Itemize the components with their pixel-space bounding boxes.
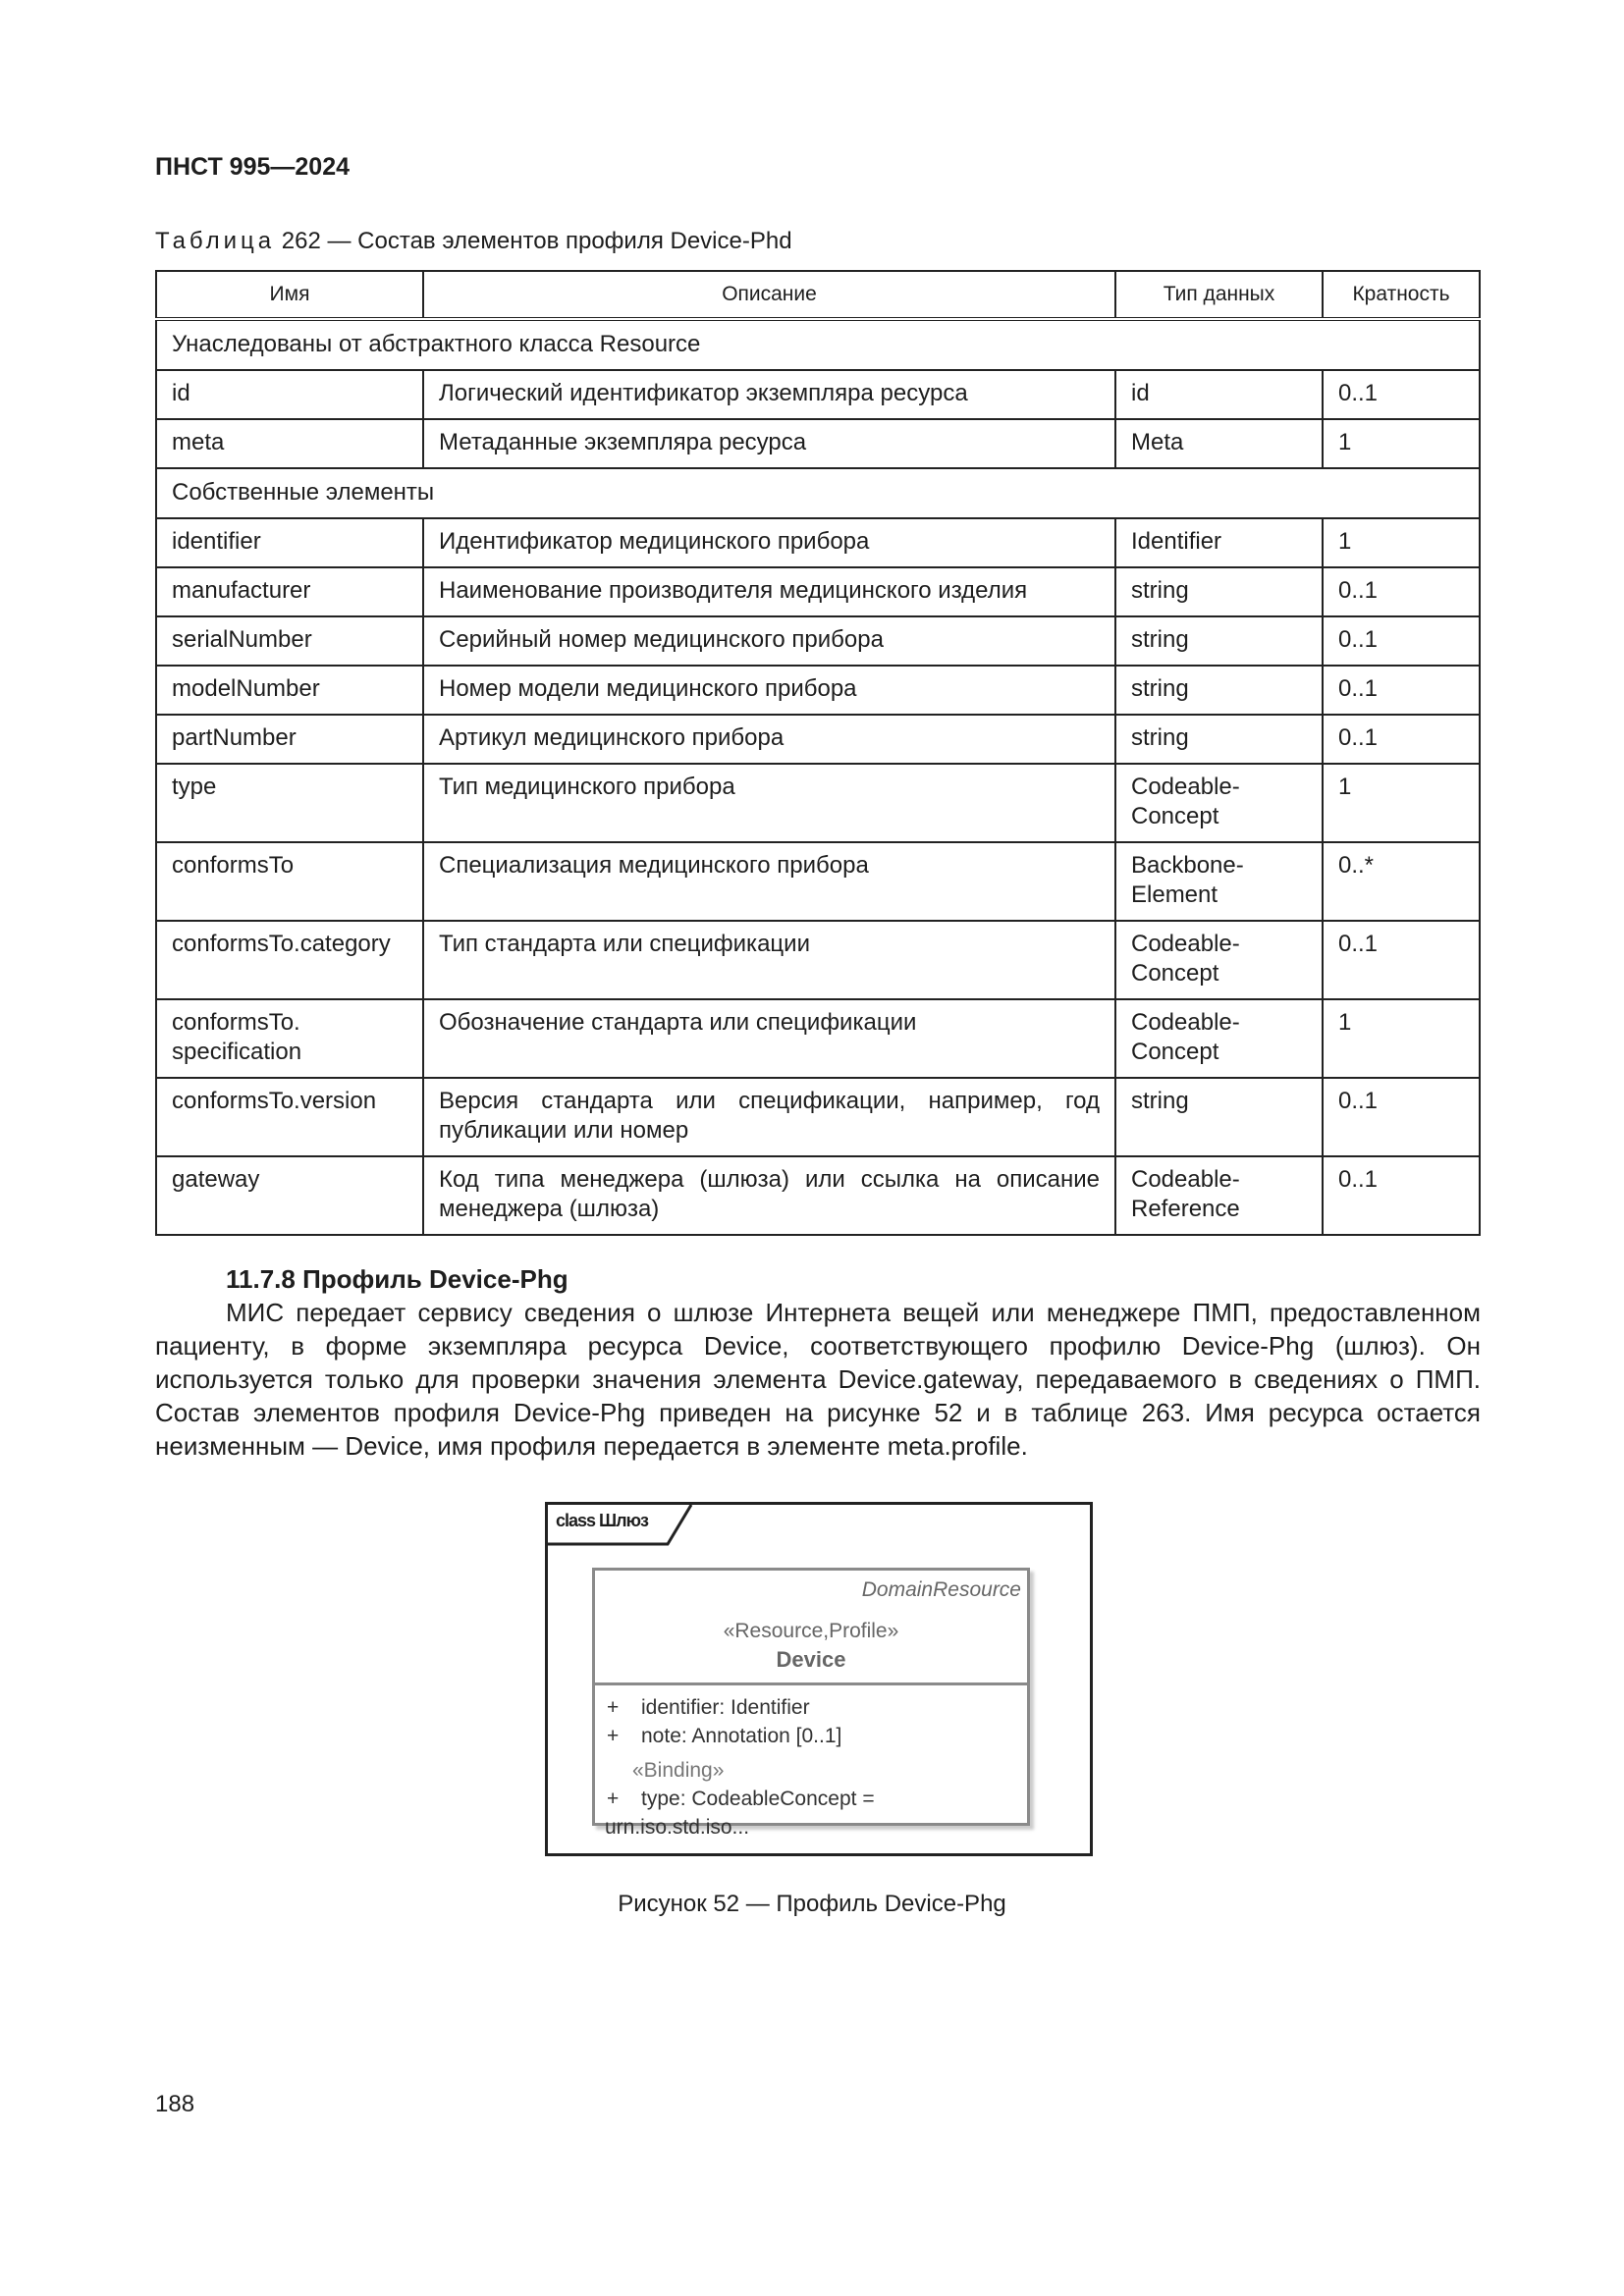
cell-cardinality: 1 [1323,764,1480,842]
column-header: Описание [423,271,1115,319]
cell-type: id [1115,370,1323,419]
cell-cardinality: 1 [1323,419,1480,468]
table-row [156,518,1480,567]
table-row [156,715,1480,764]
document-header: ПНСТ 995—2024 [155,153,350,181]
cell-description: Наименование производителя медицинского изделия [423,567,1115,616]
class-name: Device [776,1647,846,1672]
figure-caption: Рисунок 52 — Профиль Device-Phg [618,1891,1006,1917]
device-class-box [592,1568,1030,1839]
cell-cardinality: 1 [1323,518,1480,567]
cell-type: string [1115,666,1323,715]
group-label: Собственные элементы [156,468,1480,518]
cell-type: Codeable-Concept [1115,921,1323,999]
cell-name: manufacturer [156,567,423,616]
cell-name: conformsTo.version [156,1078,423,1156]
cell-description: Идентификатор медицинского прибора [423,518,1115,567]
elements-table [155,270,1481,1236]
cell-cardinality: 0..* [1323,842,1480,921]
table-row [156,419,1480,468]
cell-cardinality: 0..1 [1323,921,1480,999]
visibility: + [607,1696,620,1719]
table-row [156,764,1480,842]
table-row [156,842,1480,921]
cell-name: conformsTo. specification [156,999,423,1078]
attribute-text: identifier: Identifier [641,1696,810,1719]
column-header: Кратность [1323,271,1480,319]
section-paragraph: МИС передает сервису сведения о шлюзе Интернета вещей или менеджере ПМП, предоставленном пациенту, в форме экземпляра ресурса Device, соответствующего профилю Device-Phg (шлюз). Он используется только для проверки значения элемента Device.gateway, передаваемого в сведениях о ПМП. Состав элементов профиля Device-Phg приведен на рисунке 52 и в таблице 263. Имя ресурса остается неизменным — Device, имя профиля передается в элементе meta.profile. [155,1298,1481,1461]
table-row [156,567,1480,616]
cell-name: meta [156,419,423,468]
class-attributes [595,1685,1027,1849]
table-caption-label: Таблица [155,228,276,254]
uml-class-diagram [545,1502,1093,1856]
cell-name: modelNumber [156,666,423,715]
cell-description: Специализация медицинского прибора [423,842,1115,921]
attribute-text: type: CodeableConcept = urn.iso.std.iso... [605,1788,875,1839]
cell-cardinality: 1 [1323,999,1480,1078]
cell-type: Codeable-Concept [1115,764,1323,842]
cell-name: partNumber [156,715,423,764]
table-caption-text: 262 — Состав элементов профиля Device-Phd [281,228,792,254]
column-header: Имя [156,271,423,319]
cell-description: Серийный номер медицинского прибора [423,616,1115,666]
table-header-row [156,271,1480,319]
stereotype: «Resource,Profile» [723,1620,899,1642]
visibility: + [607,1788,620,1810]
group-label: Унаследованы от абстрактного класса Resource [156,319,1480,370]
cell-cardinality: 0..1 [1323,1078,1480,1156]
cell-name: id [156,370,423,419]
table-row [156,1078,1480,1156]
cell-type: string [1115,715,1323,764]
group-row [156,468,1480,518]
cell-description: Номер модели медицинского прибора [423,666,1115,715]
cell-name: gateway [156,1156,423,1235]
attribute-text: note: Annotation [0..1] [641,1725,842,1747]
table-row [156,616,1480,666]
attribute [605,1693,1017,1722]
visibility: + [607,1725,620,1747]
table-row [156,370,1480,419]
cell-description: Логический идентификатор экземпляра ресурса [423,370,1115,419]
group-row [156,319,1480,370]
cell-cardinality: 0..1 [1323,616,1480,666]
cell-cardinality: 0..1 [1323,666,1480,715]
table-caption [155,228,792,255]
cell-type: Meta [1115,419,1323,468]
class-header [595,1571,1027,1685]
table-row [156,666,1480,715]
cell-description: Тип стандарта или спецификации [423,921,1115,999]
attribute [605,1722,1017,1750]
frame-label: class Шлюз [556,1511,648,1530]
cell-type: Codeable-Reference [1115,1156,1323,1235]
cell-description: Артикул медицинского прибора [423,715,1115,764]
cell-name: identifier [156,518,423,567]
cell-description: Обозначение стандарта или спецификации [423,999,1115,1078]
cell-name: conformsTo.category [156,921,423,999]
cell-name: serialNumber [156,616,423,666]
cell-name: conformsTo [156,842,423,921]
cell-cardinality: 0..1 [1323,1156,1480,1235]
cell-type: string [1115,616,1323,666]
cell-name: type [156,764,423,842]
cell-type: string [1115,1078,1323,1156]
table-row [156,999,1480,1078]
column-header: Тип данных [1115,271,1323,319]
cell-cardinality: 0..1 [1323,715,1480,764]
cell-description: Метаданные экземпляра ресурса [423,419,1115,468]
page-number: 188 [155,2091,195,2117]
cell-type: string [1115,567,1323,616]
cell-cardinality: 0..1 [1323,567,1480,616]
attribute [605,1785,1017,1842]
cell-description: Версия стандарта или спецификации, например, год публикации или номер [423,1078,1115,1156]
cell-cardinality: 0..1 [1323,370,1480,419]
cell-type: Codeable-Concept [1115,999,1323,1078]
parent-class: DomainResource [861,1578,1021,1601]
table-row [156,921,1480,999]
cell-type: Backbone-Element [1115,842,1323,921]
table-row [156,1156,1480,1235]
binding-label: «Binding» [632,1759,725,1782]
cell-description: Код типа менеджера (шлюза) или ссылка на описание менеджера (шлюза) [423,1156,1115,1235]
cell-description: Тип медицинского прибора [423,764,1115,842]
cell-type: Identifier [1115,518,1323,567]
section-heading: 11.7.8 Профиль Device-Phg [226,1264,568,1294]
